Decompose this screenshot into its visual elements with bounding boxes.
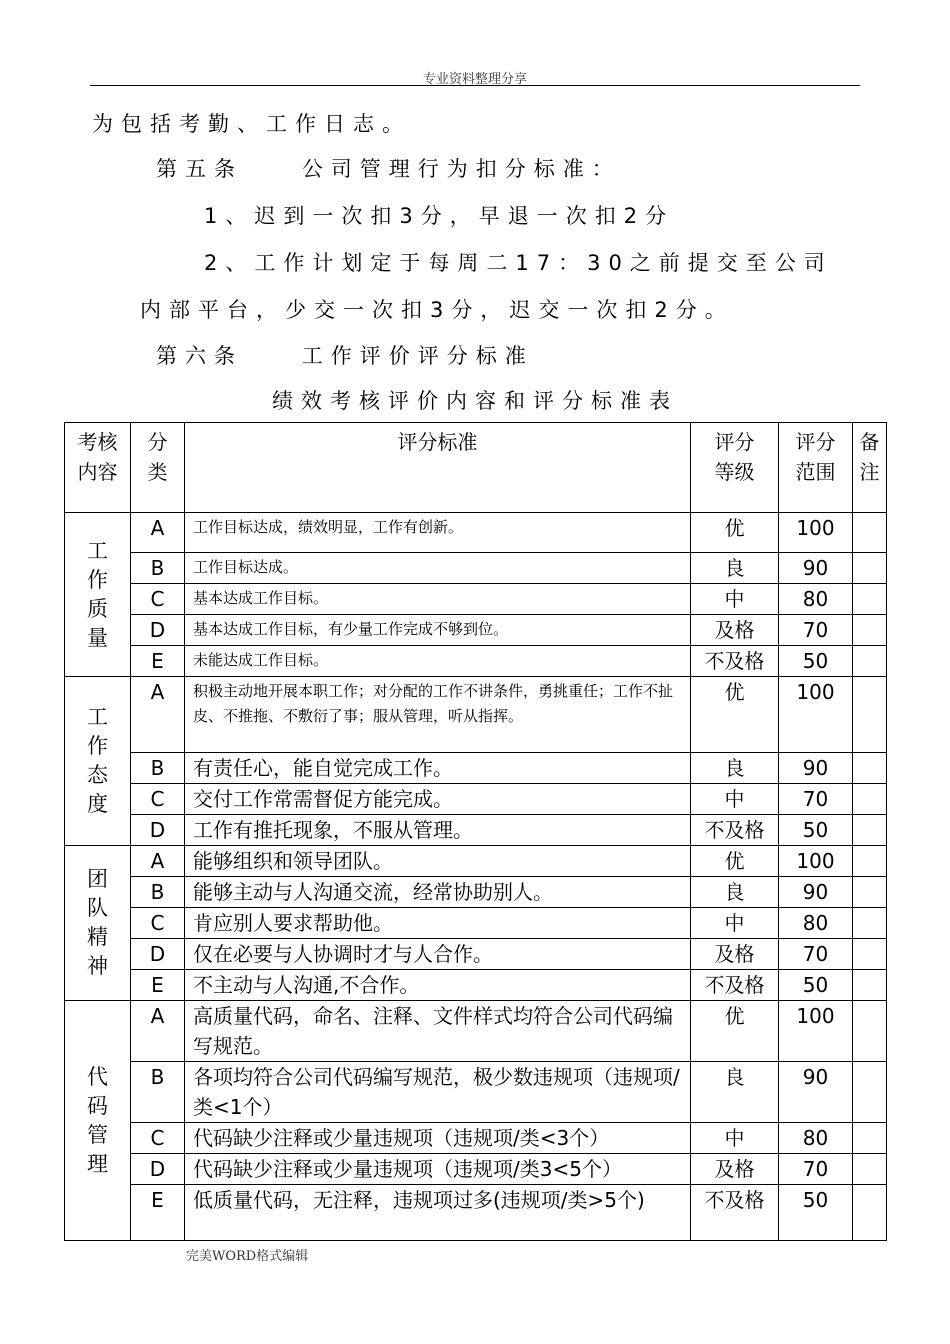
range-cell: 70 bbox=[779, 784, 853, 815]
note-cell bbox=[853, 1185, 887, 1241]
table-row bbox=[65, 1001, 887, 1062]
grade-cell: 良 bbox=[691, 753, 779, 784]
note-cell bbox=[853, 553, 887, 584]
class-cell: B bbox=[131, 553, 185, 584]
grade-cell: 良 bbox=[691, 553, 779, 584]
header-criteria: 评分标准 bbox=[185, 423, 691, 513]
criteria-cell: 工作目标达成。 bbox=[185, 553, 691, 584]
range-cell: 70 bbox=[779, 615, 853, 646]
criteria-cell: 各项均符合公司代码编写规范，极少数违规项（违规项/类<1个） bbox=[185, 1062, 691, 1123]
note-cell bbox=[853, 784, 887, 815]
criteria-cell: 工作目标达成，绩效明显，工作有创新。 bbox=[185, 513, 691, 553]
category-cell: 代 码 管 理 bbox=[65, 1001, 131, 1241]
criteria-cell: 工作有推托现象，不服从管理。 bbox=[185, 815, 691, 846]
table-row bbox=[65, 846, 887, 877]
range-cell: 100 bbox=[779, 677, 853, 753]
note-cell bbox=[853, 815, 887, 846]
page-header: 专业资料整理分享 bbox=[422, 72, 527, 87]
rule-item-2-cont: 内部平台，少交一次扣3分，迟交一次扣2分。 bbox=[140, 298, 734, 322]
table-header-row bbox=[65, 423, 887, 513]
range-cell: 70 bbox=[779, 939, 853, 970]
range-cell: 100 bbox=[779, 513, 853, 553]
note-cell bbox=[853, 677, 887, 753]
class-cell: B bbox=[131, 877, 185, 908]
range-cell: 100 bbox=[779, 1001, 853, 1062]
criteria-cell: 肯应别人要求帮助他。 bbox=[185, 908, 691, 939]
grade-cell: 良 bbox=[691, 877, 779, 908]
table-row bbox=[65, 970, 887, 1001]
note-cell bbox=[853, 513, 887, 553]
criteria-cell: 有责任心，能自觉完成工作。 bbox=[185, 753, 691, 784]
class-cell: E bbox=[131, 646, 185, 677]
class-cell: E bbox=[131, 970, 185, 1001]
paragraph-1: 为包括考勤、工作日志。 bbox=[92, 112, 411, 136]
class-cell: D bbox=[131, 615, 185, 646]
category-cell: 工 作 质 量 bbox=[65, 513, 131, 677]
range-cell: 80 bbox=[779, 584, 853, 615]
grade-cell: 优 bbox=[691, 513, 779, 553]
note-cell bbox=[853, 1001, 887, 1062]
grade-cell: 及格 bbox=[691, 615, 779, 646]
class-cell: C bbox=[131, 1123, 185, 1154]
class-cell: A bbox=[131, 677, 185, 753]
class-cell: B bbox=[131, 753, 185, 784]
criteria-cell: 代码缺少注释或少量违规项（违规项/类3<5个） bbox=[185, 1154, 691, 1185]
range-cell: 80 bbox=[779, 908, 853, 939]
note-cell bbox=[853, 846, 887, 877]
grade-cell: 优 bbox=[691, 846, 779, 877]
note-cell bbox=[853, 646, 887, 677]
grade-cell: 不及格 bbox=[691, 815, 779, 846]
range-cell: 50 bbox=[779, 970, 853, 1001]
note-cell bbox=[853, 615, 887, 646]
table-row bbox=[65, 513, 887, 553]
grade-cell: 及格 bbox=[691, 1154, 779, 1185]
note-cell bbox=[853, 753, 887, 784]
table-row bbox=[65, 1062, 887, 1123]
criteria-cell: 基本达成工作目标。 bbox=[185, 584, 691, 615]
range-cell: 90 bbox=[779, 1062, 853, 1123]
rule-item-1: 1、迟到一次扣3分，早退一次扣2分 bbox=[204, 204, 675, 228]
range-cell: 50 bbox=[779, 1185, 853, 1241]
note-cell bbox=[853, 939, 887, 970]
table-row bbox=[65, 615, 887, 646]
header-grade: 评分 等级 bbox=[691, 423, 779, 513]
table-row bbox=[65, 1123, 887, 1154]
grade-cell: 不及格 bbox=[691, 970, 779, 1001]
criteria-cell: 未能达成工作目标。 bbox=[185, 646, 691, 677]
class-cell: A bbox=[131, 513, 185, 553]
grade-cell: 中 bbox=[691, 908, 779, 939]
class-cell: C bbox=[131, 584, 185, 615]
class-cell: A bbox=[131, 846, 185, 877]
header-content: 考核 内容 bbox=[65, 423, 131, 513]
range-cell: 90 bbox=[779, 553, 853, 584]
table-row bbox=[65, 584, 887, 615]
evaluation-table bbox=[64, 422, 887, 1241]
grade-cell: 中 bbox=[691, 584, 779, 615]
grade-cell: 良 bbox=[691, 1062, 779, 1123]
header-class: 分 类 bbox=[131, 423, 185, 513]
grade-cell: 不及格 bbox=[691, 1185, 779, 1241]
article-6-heading: 第六条 工作评价评分标准 bbox=[156, 344, 534, 368]
note-cell bbox=[853, 970, 887, 1001]
note-cell bbox=[853, 877, 887, 908]
header-rule bbox=[90, 85, 860, 86]
range-cell: 90 bbox=[779, 753, 853, 784]
table-row bbox=[65, 553, 887, 584]
grade-cell: 不及格 bbox=[691, 646, 779, 677]
range-cell: 50 bbox=[779, 646, 853, 677]
category-cell: 团 队 精 神 bbox=[65, 846, 131, 1001]
criteria-cell: 不主动与人沟通,不合作。 bbox=[185, 970, 691, 1001]
grade-cell: 优 bbox=[691, 1001, 779, 1062]
range-cell: 80 bbox=[779, 1123, 853, 1154]
criteria-cell: 积极主动地开展本职工作；对分配的工作不讲条件，勇挑重任；工作不扯皮、不推拖、不敷衍了事；服从管理，听从指挥。 bbox=[185, 677, 691, 753]
class-cell: C bbox=[131, 784, 185, 815]
range-cell: 50 bbox=[779, 815, 853, 846]
table-row bbox=[65, 908, 887, 939]
criteria-cell: 能够组织和领导团队。 bbox=[185, 846, 691, 877]
grade-cell: 优 bbox=[691, 677, 779, 753]
criteria-cell: 基本达成工作目标，有少量工作完成不够到位。 bbox=[185, 615, 691, 646]
range-cell: 90 bbox=[779, 877, 853, 908]
rule-item-2: 2、工作计划定于每周二17：30之前提交至公司 bbox=[204, 251, 833, 275]
page-footer: 完美WORD格式编辑 bbox=[186, 1249, 309, 1264]
table-row bbox=[65, 877, 887, 908]
class-cell: D bbox=[131, 815, 185, 846]
table-row bbox=[65, 939, 887, 970]
table-row bbox=[65, 646, 887, 677]
table-row bbox=[65, 753, 887, 784]
range-cell: 70 bbox=[779, 1154, 853, 1185]
class-cell: D bbox=[131, 1154, 185, 1185]
table-title: 绩效考核评价内容和评分标准表 bbox=[272, 389, 678, 413]
table-row bbox=[65, 1185, 887, 1241]
class-cell: C bbox=[131, 908, 185, 939]
header-range: 评分 范围 bbox=[779, 423, 853, 513]
class-cell: D bbox=[131, 939, 185, 970]
criteria-cell: 仅在必要与人协调时才与人合作。 bbox=[185, 939, 691, 970]
category-cell: 工 作 态 度 bbox=[65, 677, 131, 846]
criteria-cell: 能够主动与人沟通交流，经常协助别人。 bbox=[185, 877, 691, 908]
table-row bbox=[65, 784, 887, 815]
grade-cell: 中 bbox=[691, 784, 779, 815]
criteria-cell: 代码缺少注释或少量违规项（违规项/类<3个） bbox=[185, 1123, 691, 1154]
class-cell: B bbox=[131, 1062, 185, 1123]
table-row bbox=[65, 677, 887, 753]
class-cell: A bbox=[131, 1001, 185, 1062]
class-cell: E bbox=[131, 1185, 185, 1241]
note-cell bbox=[853, 1062, 887, 1123]
article-5-heading: 第五条 公司管理行为扣分标准： bbox=[156, 157, 621, 181]
note-cell bbox=[853, 1154, 887, 1185]
table-row bbox=[65, 1154, 887, 1185]
criteria-cell: 高质量代码，命名、注释、文件样式均符合公司代码编写规范。 bbox=[185, 1001, 691, 1062]
note-cell bbox=[853, 584, 887, 615]
grade-cell: 中 bbox=[691, 1123, 779, 1154]
criteria-cell: 交付工作常需督促方能完成。 bbox=[185, 784, 691, 815]
range-cell: 100 bbox=[779, 846, 853, 877]
note-cell bbox=[853, 1123, 887, 1154]
header-note: 备 注 bbox=[853, 423, 887, 513]
table-row bbox=[65, 815, 887, 846]
criteria-cell: 低质量代码，无注释，违规项过多(违规项/类>5个) bbox=[185, 1185, 691, 1241]
note-cell bbox=[853, 908, 887, 939]
grade-cell: 及格 bbox=[691, 939, 779, 970]
